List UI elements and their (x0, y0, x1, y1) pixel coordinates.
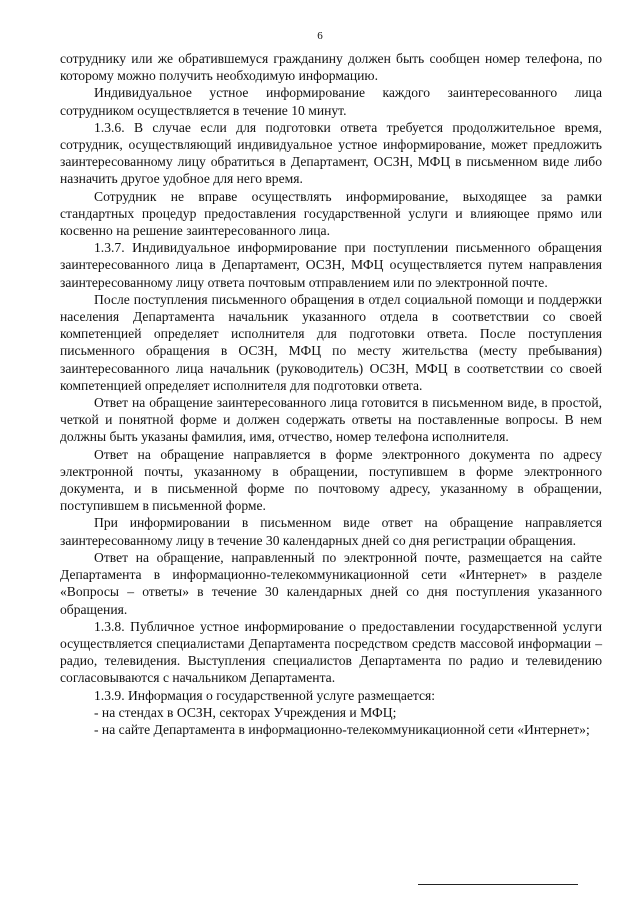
page-number: 6 (317, 30, 323, 42)
paragraph-4: Сотрудник не вправе осуществлять информирование, выходящее за рамки стандартных процедур предоставления государственной услуги и влияющее прямо или косвенно на решение заинтересованного лица. (60, 188, 602, 239)
paragraph-1: сотруднику или же обратившемуся гражданину должен быть сообщен номер телефона, по которому можно получить необходимую информацию. (60, 51, 602, 84)
paragraph-9: При информировании в письменном виде ответ на обращение направляется заинтересованному лицу в течение 30 календарных дней со дня регистрации обращения. (60, 515, 602, 548)
body-text (60, 50, 602, 738)
paragraph-6: После поступления письменного обращения в отдел социальной помощи и поддержки населения Департамента начальник указанного отдела в соответствии со своей компетенцией определяет исполнителя для подготовки ответа. После поступления письменного обращения в ОСЗН, МФЦ по месту жительства (месту пребывания) заинтересованного лица начальник (руководитель) ОСЗН, МФЦ в соответствии со своей компетенцией определяет исполнителя для подготовки ответа. (60, 291, 602, 393)
paragraph-3: 1.3.6. В случае если для подготовки ответа требуется продолжительное время, сотрудник, осуществляющий индивидуальное устное информирование, может предложить заинтересованному лицу обратиться в Департамент, ОСЗН, МФЦ в письменном виде либо назначить другое удобное для него время. (60, 119, 602, 187)
paragraph-11: 1.3.8. Публичное устное информирование о предоставлении государственной услуги осуществляется специалистами Департамента посредством средств массовой информации – радио, телевидения. Выступления специалистов Департамента по радио и телевидению согласовываются с начальником Департамента. (60, 618, 602, 686)
paragraph-7: Ответ на обращение заинтересованного лица готовится в письменном виде, в простой, четкой и понятной форме и должен содержать ответы на поставленные вопросы. В нем должны быть указаны фамилия, имя, отчество, номер телефона исполнителя. (60, 395, 602, 445)
paragraph-2: Индивидуальное устное информирование каждого заинтересованного лица сотрудником осуществляется в течение 10 минут. (60, 85, 602, 118)
paragraph-12: 1.3.9. Информация о государственной услуге размещается: (94, 687, 436, 703)
paragraph-10: Ответ на обращение, направленный по электронной почте, размещается на сайте Департамента в информационно-телекоммуникационной сети «Интернет» в разделе «Вопросы – ответы» в течение 30 календарных дней со дня поступления указанного обращения. (60, 549, 602, 617)
paragraph-5: 1.3.7. Индивидуальное информирование при поступлении письменного обращения заинтересованного лица в Департамент, ОСЗН, МФЦ осуществляется путем направления заинтересованному лицу ответа почтовым отправлением или по электронной почте. (60, 240, 602, 290)
paragraph-8: Ответ на обращение направляется в форме электронного документа по адресу электронной почты, указанному в обращении, поступившем в форме электронного документа, и в письменной форме по почтовому адресу, указанному в обращении, поступившем в письменной форме. (60, 446, 602, 514)
list-item-stands: - на стендах в ОСЗН, секторах Учреждения и МФЦ; (94, 704, 397, 720)
footer-rule (418, 884, 578, 885)
list-item-website: - на сайте Департамента в информационно-телекоммуникационной сети «Интернет»; (94, 721, 590, 737)
